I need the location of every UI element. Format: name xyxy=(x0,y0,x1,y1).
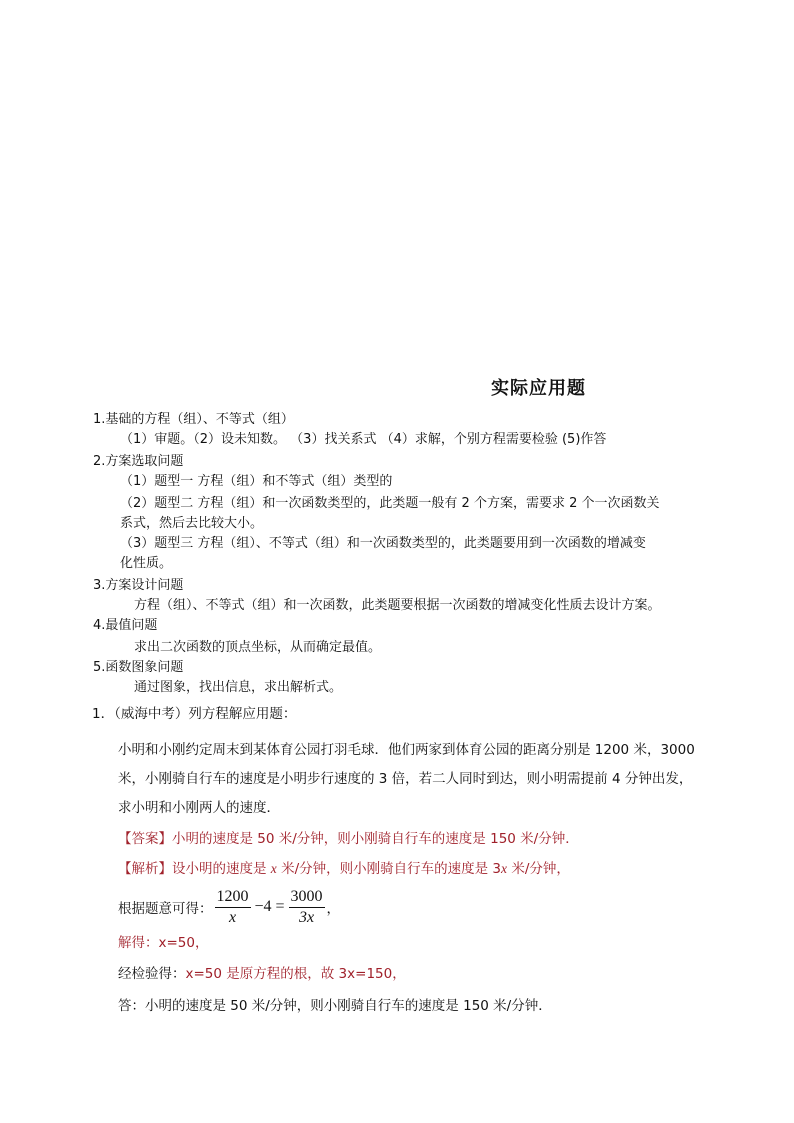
extremum-text: 求出二次函数的顶点坐标，从而确定最值。 xyxy=(134,640,382,655)
plan-type-two: （2）题型二 方程（组）和一次函数类型的，此类题一般有 2 个方案，需要求 2 个一次函数关 xyxy=(120,496,660,511)
analysis-line xyxy=(118,859,570,879)
analysis-variable: x xyxy=(270,861,277,876)
analysis-text: 米/分钟，则小刚骑自行车的速度是 3 xyxy=(276,861,502,877)
check-text: x=50 是原方程的根，故 3x=150， xyxy=(185,966,406,982)
solve-value: x=50， xyxy=(158,935,209,951)
analysis-text: 设小明的速度是 xyxy=(172,861,271,877)
equation-line xyxy=(118,884,340,930)
equation-tail: ， xyxy=(326,901,341,917)
fraction-numerator: 1200 xyxy=(215,887,251,908)
problem-body-line: 求小明和小刚两人的速度． xyxy=(118,800,280,816)
plan-design-text: 方程（组）、不等式（组）和一次函数，此类题要根据一次函数的增减变化性质去设计方案。 xyxy=(134,598,661,613)
plan-type-one: （1）题型一 方程（组）和不等式（组）类型的 xyxy=(120,474,393,489)
steps-line: （1）审题。（2）设未知数。 （3）找关系式 （4）求解，个别方程需要检验 (5)作答 xyxy=(120,432,607,447)
section-heading-function-graph: 5.函数图象问题 xyxy=(93,660,184,675)
fraction-numerator: 3000 xyxy=(289,887,325,908)
plan-type-three: （3）题型三 方程（组）、不等式（组）和一次函数类型的，此类题要用到一次函数的增减变 xyxy=(120,536,646,551)
analysis-variable: x xyxy=(501,861,508,876)
analysis-text: 米/分钟， xyxy=(507,861,570,877)
section-heading-basic-equations: 1.基础的方程（组）、不等式（组） xyxy=(93,412,294,427)
solve-line xyxy=(118,933,208,953)
problem-body-line: 小明和小刚约定周末到某体育公园打羽毛球．他们两家到体育公园的距离分别是 1200 米，3000 xyxy=(118,742,695,758)
equation-operator: −4 = xyxy=(254,898,285,915)
function-graph-text: 通过图象，找出信息，求出解析式。 xyxy=(134,680,343,695)
fraction-denominator: x xyxy=(228,908,237,926)
page-title: 实际应用题 xyxy=(491,378,586,399)
check-label: 经检验得： xyxy=(118,966,186,982)
problem-heading: 1．（威海中考）列方程解应用题： xyxy=(92,706,297,722)
equation-label: 根据题意可得： xyxy=(118,901,213,917)
answer-line: 【答案】小明的速度是 50 米/分钟，则小刚骑自行车的速度是 150 米/分钟． xyxy=(118,831,579,847)
section-heading-plan-selection: 2.方案选取问题 xyxy=(93,454,184,469)
section-heading-plan-design: 3.方案设计问题 xyxy=(93,578,184,593)
final-answer-line: 答：小明的速度是 50 米/分钟，则小刚骑自行车的速度是 150 米/分钟． xyxy=(118,998,552,1014)
fraction-3000-over-3x xyxy=(289,887,325,928)
plan-type-two-cont: 系式，然后去比较大小。 xyxy=(120,516,264,531)
problem-body-line: 米，小刚骑自行车的速度是小明步行速度的 3 倍，若二人同时到达，则小明需提前 4 分钟出发， xyxy=(118,771,693,787)
fraction-1200-over-x xyxy=(215,887,251,928)
solve-label: 解得： xyxy=(118,935,159,951)
section-heading-extremum: 4.最值问题 xyxy=(93,618,158,633)
fraction-denominator: 3x xyxy=(298,908,315,926)
plan-type-three-cont: 化性质。 xyxy=(120,556,173,571)
analysis-label: 【解析】 xyxy=(118,861,172,877)
check-line xyxy=(118,964,406,984)
